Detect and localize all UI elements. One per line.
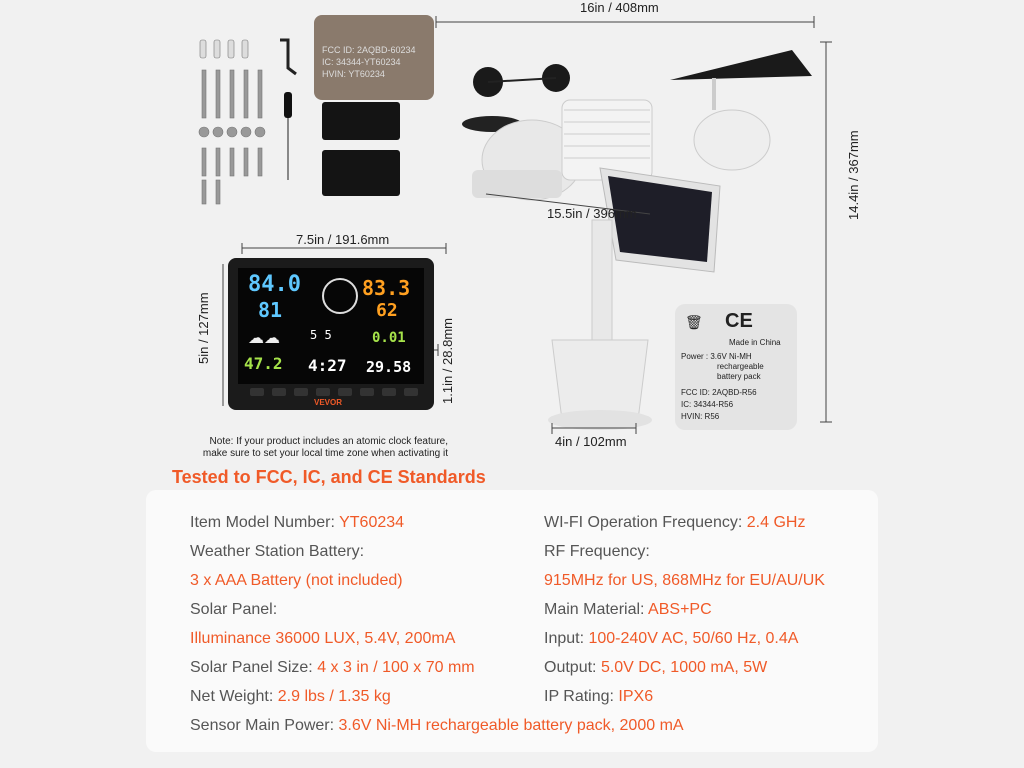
spec-ip-row — [544, 688, 653, 706]
spec-solar-value: Illuminance 36000 LUX, 5.4V, 200mA — [190, 630, 456, 647]
spec-weight-value: 2.9 lbs / 1.35 kg — [277, 688, 391, 705]
sensor-ic: IC: 34344-R56 — [681, 400, 734, 409]
spec-model-label: Item Model Number: — [190, 514, 335, 531]
height-dimension-label: 14.4in / 367mm — [846, 130, 861, 220]
rain-button[interactable] — [294, 388, 308, 396]
console-date: 5 5 — [310, 328, 332, 342]
temp-humi-button[interactable] — [272, 388, 286, 396]
spec-material-value: ABS+PC — [648, 601, 712, 618]
spec-wifi-row — [544, 514, 805, 532]
spec-input-value: 100-240V AC, 50/60 Hz, 0.4A — [588, 630, 799, 647]
console-time: 4:27 — [308, 356, 347, 375]
bulb-button[interactable] — [382, 388, 396, 396]
set-button[interactable] — [250, 388, 264, 396]
made-in-label: Made in China — [729, 338, 781, 347]
spec-output-label: Output: — [544, 659, 597, 676]
spec-model-value: YT60234 — [339, 514, 405, 531]
spec-sensor-power-label: Sensor Main Power: — [190, 717, 335, 734]
indoor-humidity: 81 — [258, 298, 283, 322]
console-width-label: 7.5in / 191.6mm — [296, 232, 390, 247]
spec-wifi-value: 2.4 GHz — [746, 514, 806, 531]
base-dimension-label: 4in / 102mm — [555, 434, 627, 449]
sensor-hvin: HVIN: R56 — [681, 412, 720, 421]
spec-sensor-power-row — [190, 717, 684, 735]
spec-ip-value: IPX6 — [618, 688, 654, 705]
spec-solar-size-row — [190, 659, 475, 677]
console-screen — [238, 268, 424, 384]
spec-sensor-power-value: 3.6V Ni-MH rechargeable battery pack, 2000 mA — [338, 717, 684, 734]
spec-solar-size-label: Solar Panel Size: — [190, 659, 313, 676]
spec-battery-value: 3 x AAA Battery (not included) — [190, 572, 403, 589]
wind-button[interactable] — [316, 388, 330, 396]
mounting-hardware-image — [180, 30, 310, 210]
weather-forecast-icon: ☁☁ — [248, 330, 280, 347]
power-line3: battery pack — [717, 372, 761, 381]
standards-headline: Tested to FCC, IC, and CE Standards — [172, 467, 486, 487]
spec-input-label: Input: — [544, 630, 585, 647]
spec-solar-size-value: 4 x 3 in / 100 x 70 mm — [317, 659, 475, 676]
sensor-compliance-label — [675, 304, 797, 430]
power-line1: Power : 3.6V Ni-MH — [681, 352, 752, 361]
outdoor-humidity: 62 — [376, 300, 398, 321]
spec-input-row — [544, 630, 798, 648]
power-line2: rechargeable — [717, 362, 764, 371]
spec-material-label: Main Material: — [544, 601, 645, 618]
display-console — [228, 258, 434, 410]
spec-wifi-label: WI-FI Operation Frequency: — [544, 514, 743, 531]
outdoor-temperature: 83.3 — [362, 276, 411, 300]
wind-compass-icon — [322, 278, 358, 314]
velcro-pad-top — [322, 102, 400, 140]
rain-reading: 0.01 — [372, 330, 406, 346]
spec-weight-row — [190, 688, 391, 706]
note-line1: Note: If your product includes an atomic clock feature, — [209, 436, 448, 447]
fcc-plate-line2: IC: 34344-YT60234 — [322, 57, 401, 67]
sensor-fcc-id: FCC ID: 2AQBD-R56 — [681, 388, 757, 397]
baro-button[interactable] — [338, 388, 352, 396]
spec-output-value: 5.0V DC, 1000 mA, 5W — [600, 659, 768, 676]
weee-bin-icon: 🗑 — [685, 314, 703, 330]
depth-dimension-label: 15.5in / 396mm — [547, 206, 637, 221]
spec-rf-value: 915MHz for US, 868MHz for EU/AU/UK — [544, 572, 825, 589]
note-line2: make sure to set your local time zone when activating it — [202, 448, 448, 459]
spec-model-row — [190, 514, 404, 532]
alert-button[interactable] — [360, 388, 374, 396]
fcc-label-plate — [314, 15, 434, 100]
console-height-label: 5in / 127mm — [196, 292, 211, 364]
fcc-plate-line3: HVIN: YT60234 — [322, 69, 385, 79]
brand-logo: VEVOR — [314, 398, 343, 407]
spec-output-row — [544, 659, 767, 677]
pressure-reading: 29.58 — [366, 358, 412, 376]
spec-ip-label: IP Rating: — [544, 688, 614, 705]
width-dimension-label: 16in / 408mm — [580, 0, 659, 15]
spec-rf-label: RF Frequency: — [544, 543, 650, 560]
channel-button[interactable] — [404, 388, 418, 396]
indoor-temperature: 84.0 — [248, 272, 301, 297]
console-depth-label: 1.1in / 28.8mm — [440, 318, 455, 404]
velcro-pad-bottom — [322, 150, 400, 196]
spec-material-row — [544, 601, 712, 619]
spec-solar-label: Solar Panel: — [190, 601, 278, 618]
fcc-plate-line1: FCC ID: 2AQBD-60234 — [322, 45, 416, 55]
spec-battery-label: Weather Station Battery: — [190, 543, 365, 560]
ce-mark-icon: CE — [725, 310, 753, 332]
wind-speed-reading: 47.2 — [244, 354, 283, 373]
spec-weight-label: Net Weight: — [190, 688, 274, 705]
atomic-clock-note — [140, 436, 448, 460]
height-dimension-line — [816, 40, 836, 426]
specs-card — [146, 490, 878, 752]
